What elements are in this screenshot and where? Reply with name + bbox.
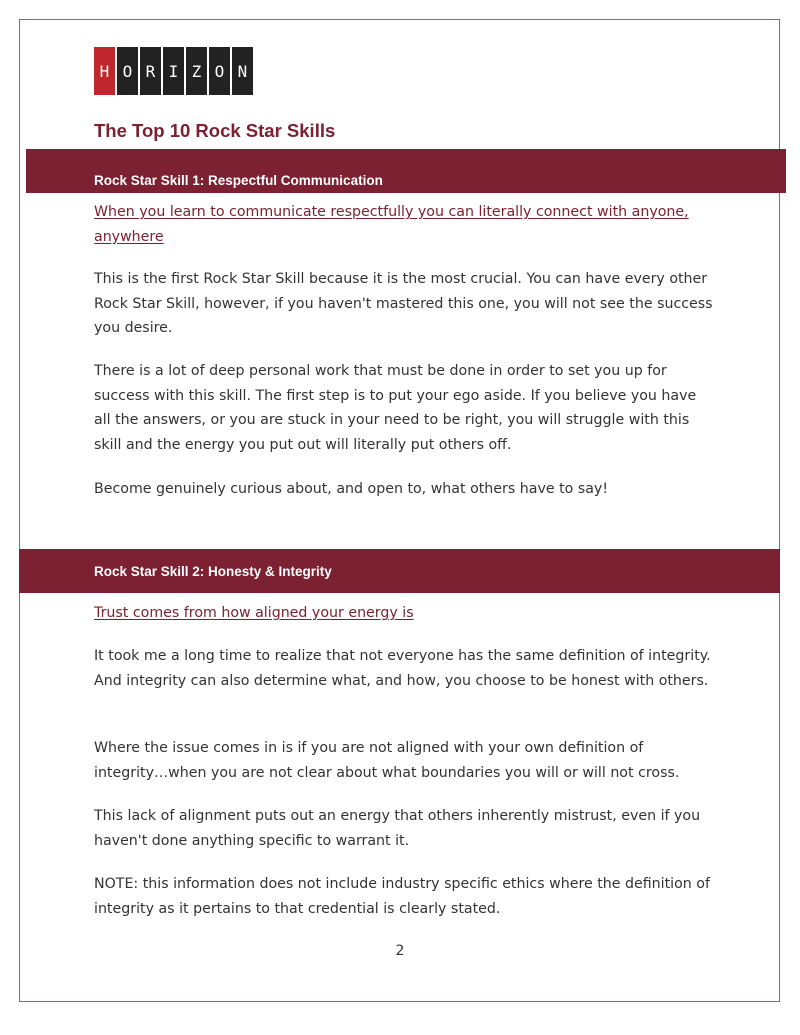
logo-letter: I [163,47,184,95]
paragraph: This is the first Rock Star Skill because it is the most crucial. You can have every other Rock Star Skill, however, if you haven't mastered this one, you will not see the success you desire. [94,271,713,336]
paragraph: It took me a long time to realize that not everyone has the same definition of integrity. And integrity can also determine what, and how, you choose to be honest with others. [94,648,711,689]
document-title: The Top 10 Rock Star Skills [94,120,336,141]
section-heading: Rock Star Skill 1: Respectful Communication [94,172,383,188]
section-subheading: When you learn to communicate respectfully you can literally connect with anyone, anywhere [94,204,689,245]
section-heading: Rock Star Skill 2: Honesty & Integrity [94,563,332,579]
section-heading-band [19,549,780,593]
paragraph: Become genuinely curious about, and open to, what others have to say! [94,481,609,497]
paragraph: Where the issue comes in is if you are not aligned with your own definition of integrity…when you are not clear about what boundaries you will or will not cross. [94,740,680,781]
section-subheading: Trust comes from how aligned your energy is [94,605,414,621]
logo-letter: H [94,47,115,95]
section-heading-band [26,149,786,193]
paragraph: NOTE: this information does not include industry specific ethics where the definition of integrity as it pertains to that credential is clearly stated. [94,876,710,917]
logo-letter: Z [186,47,207,95]
logo-letter: R [140,47,161,95]
horizon-logo [94,47,253,95]
page-number: 2 [395,943,405,959]
logo-letter: N [232,47,253,95]
paragraph: There is a lot of deep personal work that must be done in order to set you up for success with this skill. The first step is to put your ego aside. If you believe you have all the answers, or you are stuck in your need to be right, you will struggle with this skill and the energy you put out will literally put others off. [94,363,697,453]
paragraph: This lack of alignment puts out an energy that others inherently mistrust, even if you haven't done anything specific to warrant it. [94,808,701,849]
logo-letter: O [117,47,138,95]
logo-letter: O [209,47,230,95]
